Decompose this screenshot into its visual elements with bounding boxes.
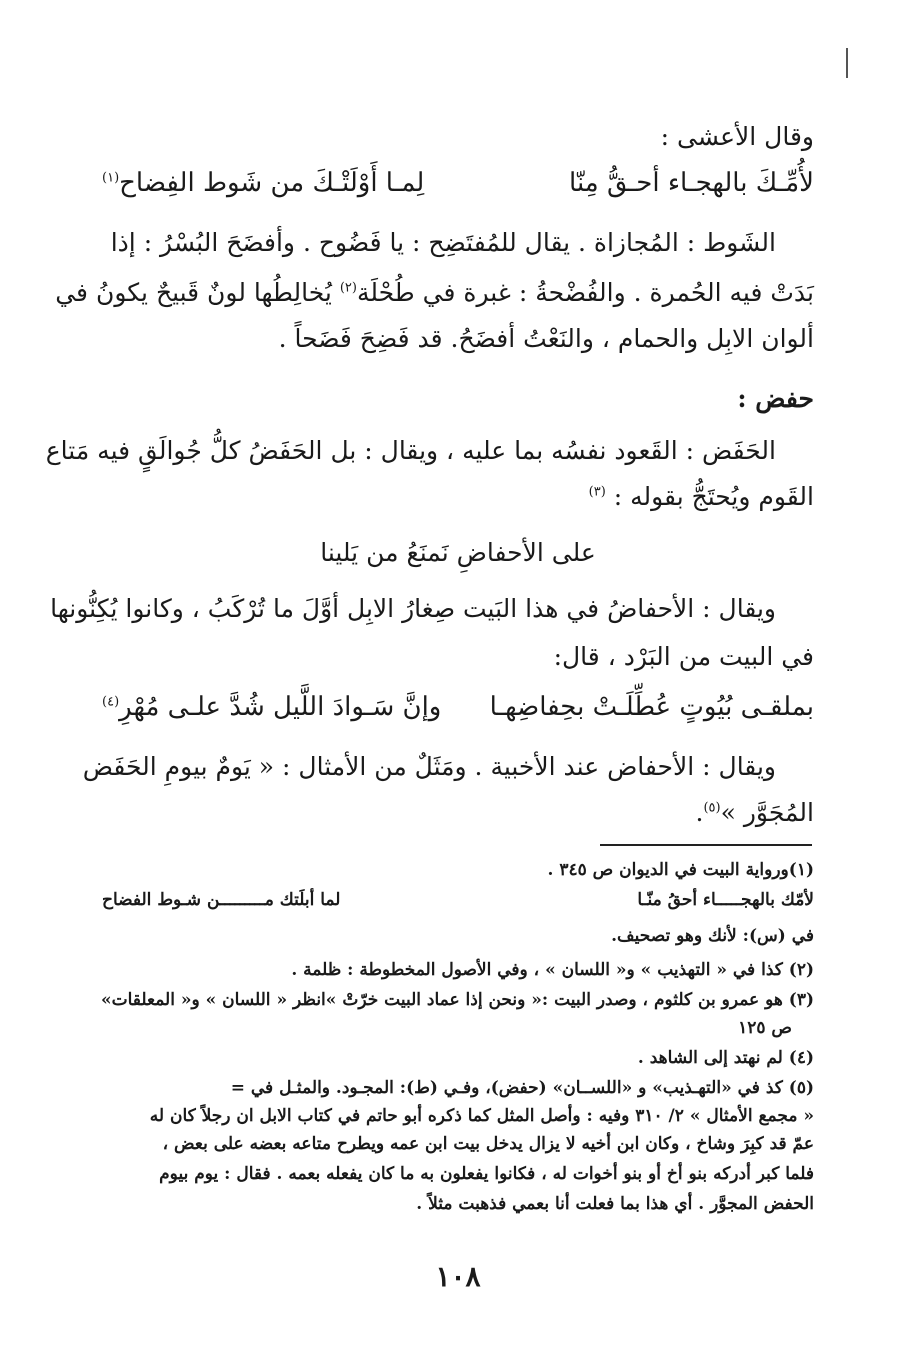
- para-1-line-3: ألوان الابِل والحمام ، والنَعْتُ أفضَحُ. قد فَضِحَ فَضَحاً .: [278, 324, 814, 353]
- footnote-5-line-1: (٥) كذ في «التهـذيب» و «اللســان» (حفض)، وفـي (ط): المجـود. والمثـل في =: [230, 1078, 814, 1098]
- footnote-ref-4: (٤): [102, 694, 120, 710]
- para-1-line-2: [55, 278, 814, 307]
- footnote-4: (٤) لم نهتد إلى الشاهد .: [637, 1048, 814, 1068]
- para-1-line-1: الشَوط : المُجازاة . يقال للمُفتَضِح : يا فَضُوح . وأفضَحَ البُسْرُ : إذا: [110, 228, 776, 257]
- footnote-5-line-4: فلما كبر أدركه بنو أخ أو بنو أخوات له ، فكانوا يفعلون به ما كان يفعله بعمه . فقال : يوم بيوم: [159, 1164, 814, 1184]
- verse-2-second-hemistich: [102, 692, 441, 722]
- footnote-ref-1: (١): [102, 170, 120, 186]
- footnote-2: (٢) كذا في « التهذيب » و« اللسان » ، وفي الأصول المخطوطة : ظلمة .: [291, 960, 814, 980]
- footnote-ref-5: (٥): [703, 800, 721, 816]
- footnote-separator: [600, 844, 812, 846]
- footnote-1-verse: [102, 890, 814, 910]
- footnote-1-verse-first: لأمّك بالهجـــــاء أحقُ منّـا: [637, 890, 814, 910]
- para-3-line-1: ويقال : الأحفاضُ في هذا البَيت صِغارُ الابِل أوَّلَ ما تُرْكَبُ ، وكانوا يُكِنُّونها: [50, 594, 776, 623]
- verse-1-second-text: لِمـا أَوْلَتْـكَ من شَوط الفِضاح: [119, 168, 425, 198]
- intro-text: وقال الأعشى :: [660, 122, 814, 151]
- half-verse: على الأحفاضِ نَمنَعُ من يَلينا: [320, 538, 596, 567]
- para-4-line-1: ويقال : الأحفاض عند الأخبية . ومَثَلٌ من الأمثال : « يَومٌ بيومِ الحَفَض: [82, 752, 776, 781]
- footnote-5-line-3: عمّ قد كبِرَ وشاخ ، وكان ابن أخيه لا يزال يدخل بيت ابن عمه ويطرح متاعه بعضه على بعض ،: [162, 1134, 814, 1154]
- verse-2-second-text: وإنَّ سَـوادَ اللَّيل شُدَّ علـى مُهْرِ: [119, 692, 442, 722]
- verse-2: [102, 692, 814, 722]
- scan-edge-mark: [846, 48, 848, 78]
- para-4-line-2-end: .: [695, 798, 704, 827]
- para-3-line-2: في البيت من البَرْد ، قال:: [553, 642, 814, 671]
- page-number: ١٠٨: [435, 1260, 481, 1293]
- footnote-1-verse-second: لما أبلَتك مـــــــــن شـوط الفضاح: [102, 890, 341, 910]
- para-2-line-2: [102, 482, 814, 511]
- footnote-5-line-5: الحفض المجوَّر . أي هذا بما فعلت أنا بعمي فذهبت مثلاً .: [416, 1194, 814, 1214]
- footnote-1-note: في (س): لأنك وهو تصحيف.: [611, 926, 814, 946]
- para-1-line-2-a: بَدَتْ فيه الحُمرة . والفُضْحةُ : غبرة في طُحْلَة: [356, 278, 814, 307]
- entry-heading: حفض :: [737, 384, 814, 413]
- footnote-1: (١)ورواية البيت في الديوان ص ٣٤٥ .: [547, 860, 814, 880]
- verse-2-first-hemistich: بملقـى بُيُوتٍ عُطِّلَـتْ بحِفاضِهـا: [489, 692, 814, 722]
- para-1-line-2-b: يُخالِطُها لونٌ قَبيحٌ يكونُ في: [55, 278, 340, 307]
- verse-1-second-hemistich: [102, 168, 424, 198]
- para-4-line-2-text: المُجَوَّر »: [720, 798, 814, 827]
- verse-1: [102, 168, 814, 198]
- footnote-5-line-2: « مجمع الأمثال » ٢/ ٣١٠ وفيه : وأصل المثل كما ذكره أبو حاتم في كتاب الابل ان رجلاً كان له: [149, 1106, 814, 1126]
- intro-line: [102, 122, 814, 151]
- footnote-ref-2: (٢): [339, 280, 357, 296]
- footnote-3-line-1: (٣) هو عمرو بن كلثوم ، وصدر البيت :« ونحن إذا عماد البيت خرّتْ »انظر « اللسان » و« المعلقات»: [100, 990, 814, 1010]
- footnote-ref-3: (٣): [588, 484, 606, 500]
- footnote-3-line-2: ص ١٢٥: [738, 1018, 792, 1038]
- para-2-line-2-text: القَوم ويُحتَجُّ بقوله :: [605, 482, 814, 511]
- para-4-line-2: [102, 798, 814, 827]
- para-2-line-1: الحَفَض : القَعود نفسُه بما عليه ، ويقال : بل الحَفَضُ كلُّ جُوالَقٍ فيه مَتاع: [45, 436, 776, 465]
- verse-1-first-hemistich: لأُمِّـكَ بالهجـاء أحـقُّ مِنّا: [569, 168, 814, 198]
